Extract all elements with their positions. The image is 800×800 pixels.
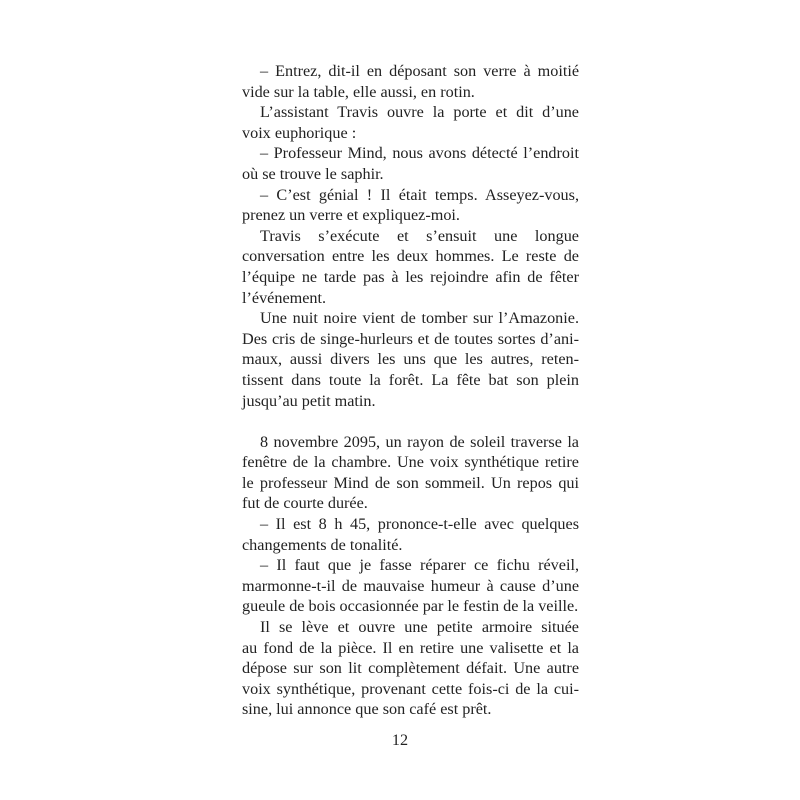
text-line: maux, aussi divers les uns que les autres, reten- — [242, 350, 579, 369]
body-text — [242, 61, 579, 720]
text-line: jusqu’au petit matin. — [242, 391, 376, 410]
paragraph-gap — [242, 411, 579, 432]
text-line: marmonne-t-il de mauvaise humeur à cause d’une — [242, 576, 579, 595]
text-line: – Entrez, dit-il en déposant son verre à moitié — [260, 62, 579, 80]
text-line: changements de tonalité. — [242, 535, 403, 554]
text-line: fut de courte durée. — [242, 494, 368, 513]
text-line: l’équipe ne tarde pas à les rejoindre afin de fêter — [242, 267, 579, 286]
text-line: conversation entre les deux hommes. Le reste de — [242, 247, 579, 266]
text-line: 8 novembre 2095, un rayon de soleil traverse la — [260, 432, 579, 451]
text-line: fenêtre de la chambre. Une voix synthétique retire — [242, 453, 579, 472]
text-line: au fond de la pièce. Il en retire une valisette et la — [242, 638, 579, 657]
text-line: où se trouve le saphir. — [242, 164, 384, 183]
text-line: L’assistant Travis ouvre la porte et dit d’une — [260, 103, 579, 122]
text-line: Des cris de singe-hurleurs et de toutes sortes d’ani- — [242, 329, 579, 348]
text-line: – Il faut que je fasse réparer ce fichu réveil, — [260, 556, 579, 575]
text-line: sine, lui annonce que son café est prêt. — [242, 700, 492, 719]
text-line: voix synthétique, provenant cette fois-ci de la cui- — [242, 679, 579, 698]
text-line: prenez un verre et expliquez-moi. — [242, 206, 460, 225]
text-line: Il se lève et ouvre une petite armoire située — [260, 618, 579, 637]
text-line: tissent dans toute la forêt. La fête bat son plein — [242, 370, 579, 389]
text-line: voix euphorique : — [242, 123, 357, 142]
text-line: dépose sur son lit complètement défait. Une autre — [242, 659, 579, 678]
text-line: Une nuit noire vient de tomber sur l’Amazonie. — [260, 309, 579, 328]
text-line: – C’est génial ! Il était temps. Asseyez-vous, — [260, 185, 579, 204]
text-line: l’événement. — [242, 288, 327, 307]
text-line: Travis s’exécute et s’ensuit une longue — [260, 226, 579, 245]
text-line: gueule de bois occasionnée par le festin de la veille. — [242, 597, 579, 616]
page-number: 12 — [391, 731, 409, 749]
text-line: – Professeur Mind, nous avons détecté l’endroit — [260, 144, 579, 163]
text-line: le professeur Mind de son sommeil. Un repos qui — [242, 473, 579, 492]
text-line: – Il est 8 h 45, prononce-t-elle avec quelques — [260, 515, 579, 534]
text-line: vide sur la table, elle aussi, en rotin. — [242, 82, 475, 101]
